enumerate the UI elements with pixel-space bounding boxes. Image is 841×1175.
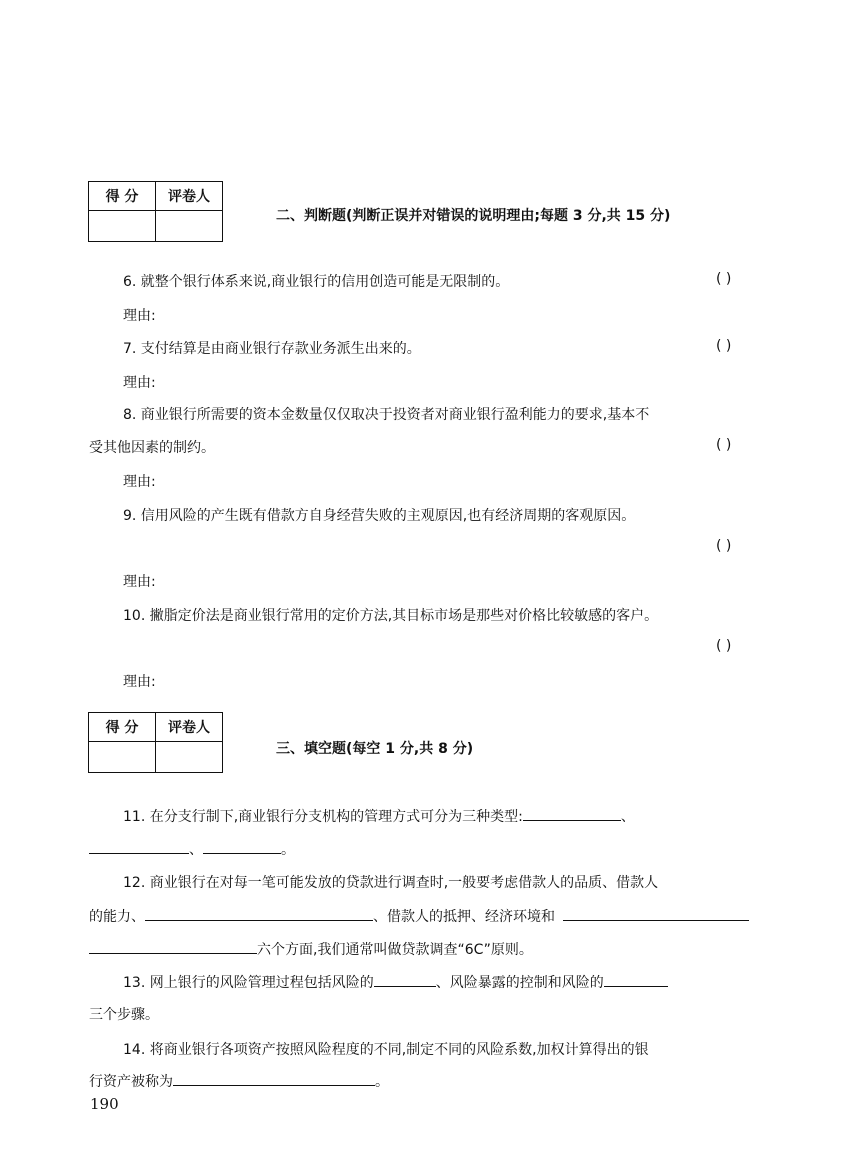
grader-label: 评卷人 [156,713,223,742]
reason-label-6: 理由: [123,308,156,324]
score-label: 得 分 [89,182,156,211]
question-14-text: 行资产被称为 [89,1074,173,1090]
section3-title: 三、填空题(每空 1 分,共 8 分) [276,741,474,757]
grader-cell [156,742,223,773]
grader-cell [156,211,223,242]
answer-paren-8: ( ) [716,437,732,453]
score-cell [89,742,156,773]
end-mark: 。 [375,1074,389,1090]
reason-label-7: 理由: [123,375,156,391]
fill-blank-11a[interactable] [523,806,621,821]
fill-blank-11c[interactable] [203,839,281,854]
fill-blank-13b[interactable] [604,972,668,987]
reason-label-10: 理由: [123,674,156,690]
question-12-line1: 12. 商业银行在对每一笔可能发放的贷款进行调查时,一般要考虑借款人的品质、借款人 [123,875,659,891]
reason-label-8: 理由: [123,474,156,490]
fill-blank-14[interactable] [173,1071,375,1086]
question-14-line1: 14. 将商业银行各项资产按照风险程度的不同,制定不同的风险系数,加权计算得出的银 [123,1042,649,1058]
score-box-section2 [88,181,223,242]
question-9: 9. 信用风险的产生既有借款方自身经营失败的主观原因,也有经济周期的客观原因。 [123,508,636,524]
grader-label: 评卷人 [156,182,223,211]
question-8-line1: 8. 商业银行所需要的资本金数量仅仅取决于投资者对商业银行盈利能力的要求,基本不 [123,407,650,423]
fill-blank-12a[interactable] [145,906,373,921]
question-13-text-a: 13. 网上银行的风险管理过程包括风险的 [123,975,374,991]
answer-paren-7: ( ) [716,338,732,354]
separator: 、 [189,842,203,858]
answer-paren-10: ( ) [716,638,732,654]
question-8-line2: 受其他因素的制约。 [89,440,215,456]
question-13-line1 [123,972,668,992]
question-12-text-a: 的能力、 [89,909,145,925]
answer-paren-9: ( ) [716,538,732,554]
question-10: 10. 撇脂定价法是商业银行常用的定价方法,其目标市场是那些对价格比较敏感的客户。 [123,608,659,624]
section2-title: 二、判断题(判断正误并对错误的说明理由;每题 3 分,共 15 分) [276,208,671,224]
fill-blank-12c[interactable] [89,939,257,954]
question-12-line3 [89,939,533,959]
question-11-text: 11. 在分支行制下,商业银行分支机构的管理方式可分为三种类型: [123,809,523,825]
question-13-text-b: 、风险暴露的控制和风险的 [435,975,604,991]
score-box-section3 [88,712,223,773]
question-12-text-c: 六个方面,我们通常叫做贷款调查“6C”原则。 [257,942,533,958]
fill-blank-11b[interactable] [89,839,189,854]
separator: 、 [620,809,635,825]
question-11-line1 [123,806,635,826]
score-label: 得 分 [89,713,156,742]
page-number: 190 [90,1095,119,1113]
question-7: 7. 支付结算是由商业银行存款业务派生出来的。 [123,341,421,357]
question-12-text-b: 、借款人的抵押、经济环境和 [373,909,555,925]
answer-paren-6: ( ) [716,271,732,287]
question-12-line2 [89,906,749,926]
question-14-line2 [89,1071,389,1091]
question-6: 6. 就整个银行体系来说,商业银行的信用创造可能是无限制的。 [123,274,510,290]
question-13-line2: 三个步骤。 [89,1007,159,1023]
end-mark: 。 [281,842,295,858]
reason-label-9: 理由: [123,574,156,590]
score-cell [89,211,156,242]
fill-blank-12b[interactable] [563,906,749,921]
fill-blank-13a[interactable] [374,972,436,987]
question-11-line2 [89,839,295,859]
